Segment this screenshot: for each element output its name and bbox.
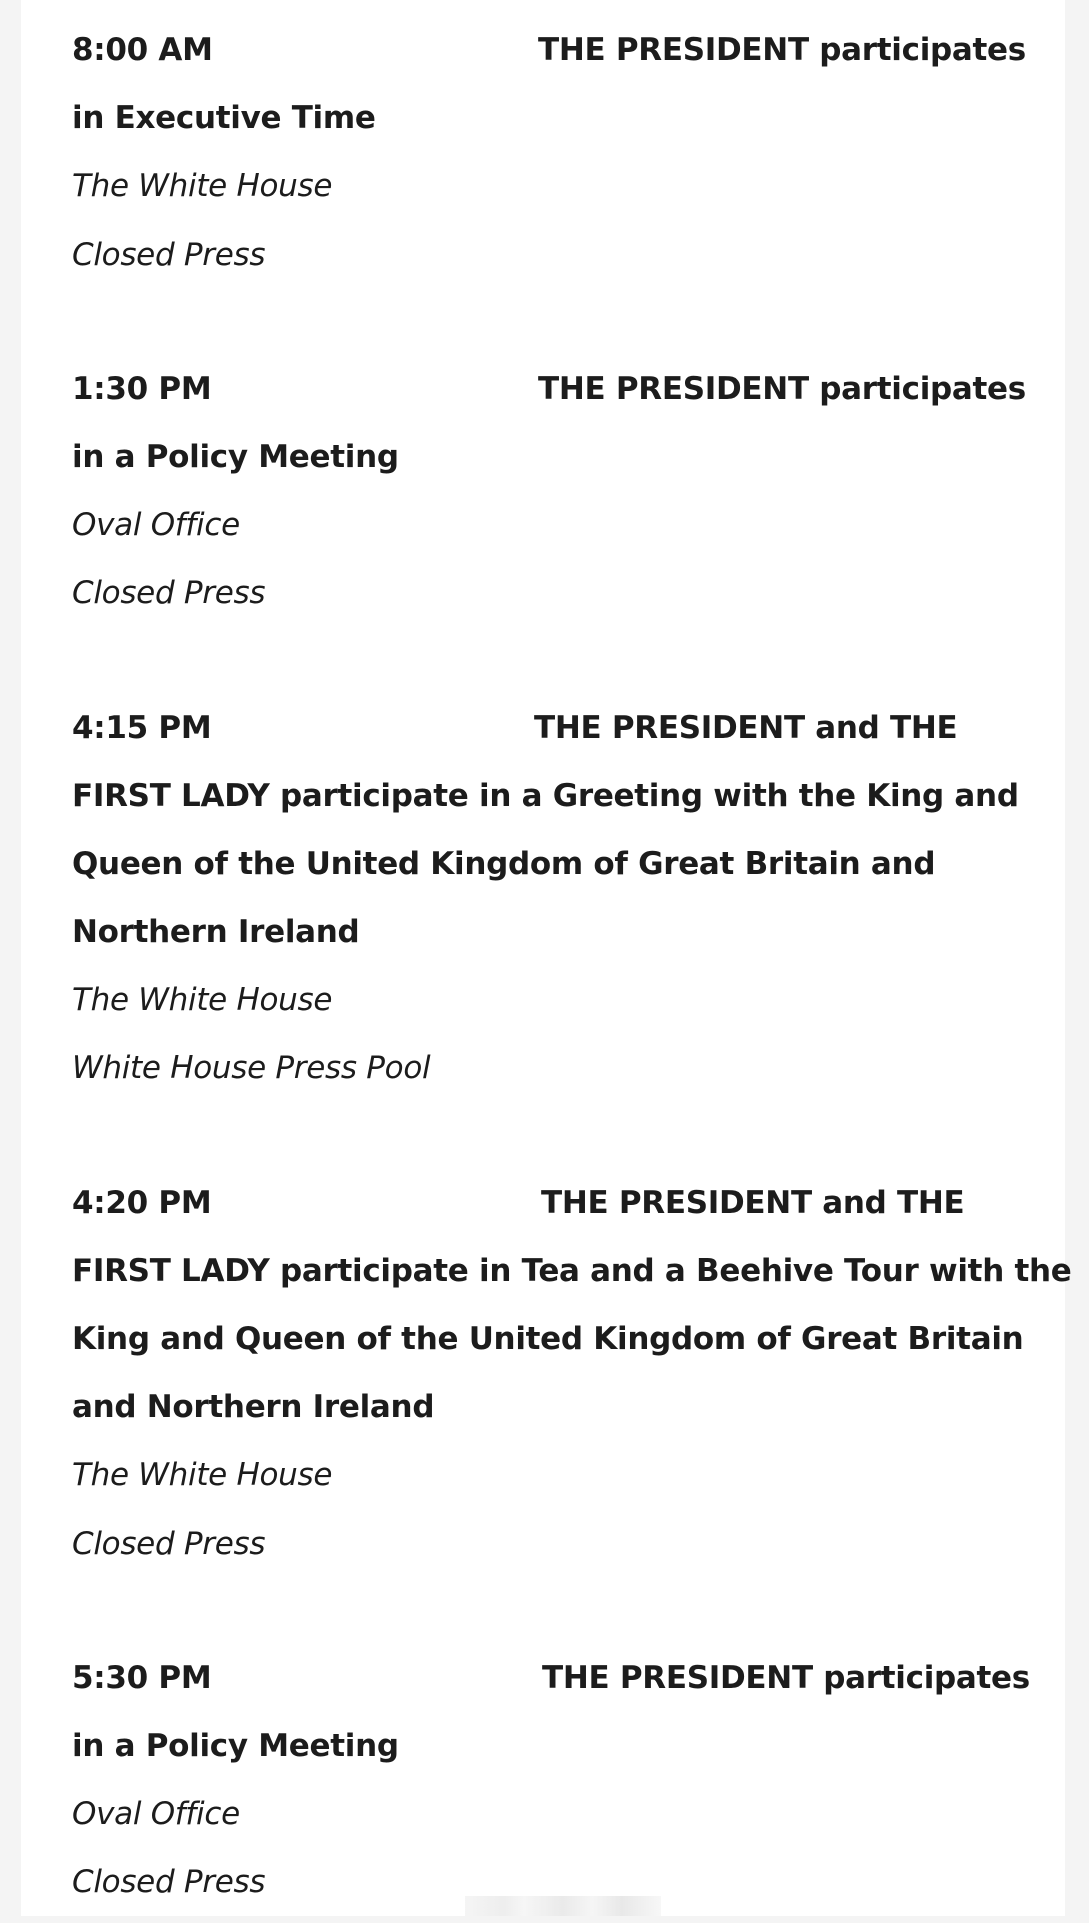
entry-description-line: FIRST LADY participate in a Greeting with the King and <box>72 777 1019 814</box>
entry-press-status: Closed Press <box>72 575 266 612</box>
entry-header-line <box>72 361 1032 429</box>
schedule-entry <box>72 361 1032 634</box>
entry-description-line: FIRST LADY participate in Tea and a Beehive Tour with the <box>72 1252 1072 1289</box>
schedule-entry <box>72 700 1032 1109</box>
entry-description-line: in a Policy Meeting <box>72 438 399 475</box>
entry-time: 8:00 AM <box>72 32 213 68</box>
entry-location: Oval Office <box>72 1796 240 1833</box>
entry-location: The White House <box>72 982 333 1019</box>
entry-header-line <box>72 1175 1032 1243</box>
entry-lead-text: THE PRESIDENT participates <box>542 1659 1030 1696</box>
schedule-entry <box>72 1175 1072 1584</box>
entry-press-status: Closed Press <box>72 1864 266 1901</box>
entry-location: The White House <box>72 1457 333 1494</box>
schedule-page <box>21 0 1072 1916</box>
entry-time: 5:30 PM <box>72 1659 212 1696</box>
daily-schedule <box>72 22 1072 1923</box>
scan-artifact <box>465 1896 661 1916</box>
entry-description-line: in a Policy Meeting <box>72 1727 399 1764</box>
entry-location: The White House <box>72 168 333 205</box>
entry-press-status: Closed Press <box>72 236 266 273</box>
entry-press-status: White House Press Pool <box>72 1050 431 1087</box>
entry-time: 4:15 PM <box>72 709 212 746</box>
entry-description-line: and Northern Ireland <box>72 1389 435 1426</box>
schedule-entry <box>72 22 1032 295</box>
entry-lead-text: THE PRESIDENT and THE <box>541 1184 965 1221</box>
entry-lead-text: THE PRESIDENT participates <box>538 32 1026 68</box>
entry-header-line <box>72 22 1032 90</box>
entry-lead-text: THE PRESIDENT participates <box>538 370 1026 407</box>
entry-description-line: Queen of the United Kingdom of Great Britain and <box>72 845 936 882</box>
entry-description-line: King and Queen of the United Kingdom of Great Britain <box>72 1321 1024 1357</box>
entry-header-line <box>72 700 1032 768</box>
entry-time: 4:20 PM <box>72 1184 212 1221</box>
schedule-entry <box>72 1650 1032 1923</box>
entry-lead-text: THE PRESIDENT and THE <box>534 709 958 746</box>
entry-location: Oval Office <box>72 507 240 544</box>
entry-description-line: Northern Ireland <box>72 914 360 951</box>
entry-header-line <box>72 1650 1032 1718</box>
entry-description-line: in Executive Time <box>72 100 376 137</box>
entry-press-status: Closed Press <box>72 1525 266 1562</box>
entry-time: 1:30 PM <box>72 370 212 407</box>
